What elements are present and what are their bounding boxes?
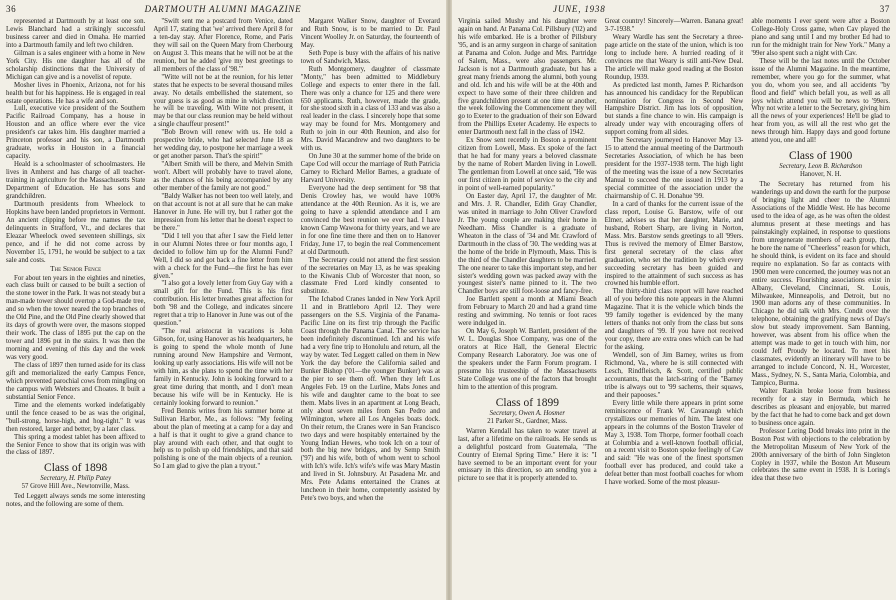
right-page (452, 0, 896, 600)
left-page-columns (6, 18, 440, 598)
paragraph: On Easter day, April 17, the daughter of Mr. and Mrs. J. R. Chandler, Edith Gray Chandler, was united in marriage to John Oliver Crawford Jr. The young couple are making their home in Needham. Miss Chandler is a graduate of Wheaton in the class of '34 and Mr. Crawford of Dartmouth in the class of '30. The wedding was at the home of the bride in Plymouth, Mass. This is the third of the Chandler daughters to be married. The one nearer to take this important step, and her sister's wedding gown was packed away with the youngest sister's name pinned to it. The two Chandler boys are still foot-loose and fancy-free. (458, 192, 597, 296)
right-page-columns (458, 18, 890, 598)
paragraph: The Secretary has returned from his wanderings up and down the earth for the purpose of bringing light and cheer to the Alumni Associations of the Middle West. He has become used to the idea of age, as he was often the oldest alumnus present at these meetings and has painstakingly explained, in response to questions from unregenerate members of each group, that he bore the name of "Cheerless" reason for which, he should think, is evident on its face and should require no explanation. So far as contacts with 1900 men were concerned, the journey was not an entire success. Flourishing associations exist in Albany, Cleveland, Cincinnati, St. Louis, Milwaukee, Minneapolis, and Detroit, but no 1900 man adorns any of these communities. In Chicago he did talk with Mrs. Condit over the telephone, obtaining the gratifying news of Day's slow but steady improvement. Sam Banning, however, was absent from his office when the attempt was made to get in touch with him, nor could Jeff Proudy be located. To meet his classmates, evidently an itinerary will have to be arranged to include Concord, N. H., Worcester, Mass., Sydney, N. S., Santa Maria, Colombia, and Tampico, Burma. (751, 181, 891, 387)
class-heading: Class of 1898 (44, 462, 108, 475)
paragraph: Every little while there appears in print some reminiscence of Frank W. Cavanaugh which crystallizes our memories of him. The latest one appears in the columns of the Boston Traveler of May 3, 1938. Tom Thorpe, former football coach at Columbia and a well-known football official, on a recent visit to Boston spoke feelingly of Cav and said: "He was one of the finest sportsmen football ever has produced, and could take a defeat better than most football coaches for whom I have worked. Some of the most pleasur- (604, 399, 744, 487)
paragraph: Virginia sailed Mushy and his daughter were again on hand. At Panama Col. Pillsbury ('02) and his wife embarked. He is a brother of Pillsbury '95, and is an army surgeon in charge of sanitation at Panama and Colon. Judge and Mrs. Partridge of Salem, Mass., were also passengers. Mr. Jackson is not a Dartmouth graduate, but has a great many friends among the alumni, both young and old. Ich and his wife will be at the 40th and expect to have some of their three children and five grandchildren present at one time or another, the week following the Commencement they will go to Exeter to the graduation of their son Edward from the Phillips Exeter Academy. He expects to enter Dartmouth next fall in the class of 1942. (458, 18, 597, 137)
paragraph: The class of 1897 then turned aside for its class gift and memorialized the early Campus Fence, which prevented parochial cows from mingling on the campus with Websters and Choates. It built a substantial Senior Fence. (6, 361, 146, 401)
page-number: 36 (6, 4, 17, 14)
paragraph: "Swift sent me a postcard from Venice, dated April 17, stating that 'we' arrived there April 8 for a ten-day stay. After Florence, Rome, and Paris they will sail on the Queen Mary from Cherbourg on August 3. This means that he will not be at the reunion, but he added 'give my best greetings to all members of the class of '98.'" (153, 18, 293, 73)
paragraph: Joe Bartlett spent a month at Miami Beach from February to March 20 and had a grand time resting and swimming. No tennis or foot races were indulged in. (458, 296, 597, 328)
paragraph: "Baldy Walker has not been too well lately, and on that account is not at all sure that he can make Hanover in June. He will try, but I rather got the impression from his letter that he doesn't expect to be there." (153, 192, 293, 232)
paragraph: The Ichabod Cranes landed in New York April 11 and in Brattleboro April 12. They were passengers on the S.S. Virginia of the Panama-Pacific Line on its first trip through the Pacific Coast through the Panama Canal. The service has been indefinitely discontinued. Ich and his wife had a very fine trip to Honolulu and return, all the way by water. Ted Leggett called on them in New York the day before the California sailed and Bunker Bishop ('01—the younger Bunker) was at the pier to see them off. When they left Los Angeles Feb. 19 on the Lurline, Mabs Jones and his wife and daughter came to the boat to see them. Mabs lives in an apartment at Long Beach, only about seven miles from San Pedro and Wilmington, where all Los Angeles boats dock. On their return, the Cranes were in San Francisco two days and were hospitably entertained by the Young Indian Hewes, who took Ich on a tour of both the big new bridges, and by Semp Smith ('97) and his wife, both of whom went to school with Ich's wife. Ich's wife's wife was Mary Mastin and lived in St. Johnsbury. At Pasadena Mr. and Mrs. Pete Adams entertained the Cranes at luncheon in their home, competently assisted by Pete's two boys, and when the (300, 296, 440, 503)
paragraph: Heald is a schoolmaster of schoolmasters. He lives in Amherst and has charge of all teacher-training in agriculture for the Massachusetts State Department of Education. He has sons and grandchildren. (6, 161, 146, 200)
paragraph: In a card of thanks for the current issue of the class report, Louise G. Barstow, wife of our Elmer, advises us that her daughter, Marie, and husband, Robert Sharp, are living in Norton, Mass. Mrs. Barstow sends greetings to all '99ers. Thus is revived the memory of Elmer Barstow, first general secretary of the class after graduation, who set the tradition by which every succeeding secretary has been guided and inspired to the attainment of such success as has crowned his humble effort. (604, 200, 744, 288)
secretary-line: Secretary, Leon B. Richardson (779, 163, 863, 171)
paragraph: Ruth Montgomery, daughter of classmate "Monty," has been admitted to Middlebury College and expects to enter there in the fall. There was only a chance for 125 and there were 650 applicants. Ruth, however, made the grade, for she stood sixth in a class of 133 and was also a real leader in the class. I sincerely hope that some way may be found for Mrs. Montgomery and Ruth to join in our 40th Reunion, and also for Mrs. David Macandrew and two daughters to be with us. (300, 65, 440, 153)
paragraph: The Secretary journeyed to Hanover May 13-15 to attend the annual meeting of the Dartmouth Secretaries Association, of which he has been president for the 1937-1938 term. The high light of the meeting was the issue of a new Secretaries Manual to succeed the one issued in 1913 by a special committee of the association under the chairmanship of C. H. Donahue '99. (604, 137, 744, 200)
text-column (6, 18, 145, 598)
paragraph: "Bob Brown will renew with us. He told a prospective bride, who had selected June 18 as her wedding day, to postpone her marriage a week or get another parson. That's the spirit!" (153, 129, 293, 161)
paragraph: These will be the last notes until the October issue of the Alumni Magazine. In the meantime, remember, where you go for the summer, what you do, whom you see, and all accidents "by flood and field" which befall you, as well as all joys which attend you will be news to '99ers. Why not write a letter to the Secretary, giving him all the news of your experiences! He'll be glad to hear from you, as will all the rest who get the news through him. Happy days and good fortune attend you, one and all! (751, 57, 891, 145)
paragraph: "I also got a lovely letter from Guy Gay with a small gift for the Fund. This is his first contribution. His letter breathes great affection for both '98 and the College, and indicates sincere regret that a trip to Hanover in June was out of the question." (153, 280, 293, 328)
paragraph: "Witte will not be at the reunion, for his letter states that he expects to be several thousand miles away. No details embellished the statement, so your guess is as good as mine in which direction he will be traveling. With Witte not present, it may be that our class reunion may be held without a single chauffeur present!" (153, 73, 293, 129)
paragraph: Ted Leggett always sends me some interesting notes, and the following are some of them. (6, 493, 146, 509)
paragraph: Everyone had the deep sentiment for '98 that Denis Crowley has, we would have 100% attendance at the 40th Reunion. As it is, we are going to have a splendid attendance and I am convinced the best reunion we ever had. I have known Camp Wawona for thirty years, and we are in for one fine time there and then on to Hanover Friday, June 17, to begin the real Commencement at old Dartmouth. (300, 185, 440, 256)
secretary-line: Secretary, Owen A. Hosmer (489, 409, 565, 417)
address-line: Hanover, N. H. (799, 171, 842, 179)
paragraph: For about ten years in the eighties and nineties, each class built or caused to be built a section of the stone tower in the Park. It was not steady but a man-made tower should overtop a God-made tree, and so when the tower neared the top branches of the Old Pine, and the Old Pine clearly showed that its days of growth were over, the masons stopped their work. The class of 1895 put the cap on the tower and 1896 put in the stairs. It was then the morning and evening of this day and the week was very good. (6, 274, 146, 362)
left-page-header (6, 4, 440, 16)
right-page-header (458, 4, 890, 16)
paragraph: The thirty-third class report will have reached all of you before this note appears in the Alumni Magazine. That it is the vehicle which binds the '99 family together is evidenced by the many letters of thanks not only from the class but sons and daughters of '99. If you have not received your copy, there are extra ones which can be had for the asking. (604, 288, 744, 352)
running-title: JUNE, 1938 (553, 4, 606, 14)
paragraph: "The real aristocrat in vacations is John Gibson, for, using Hanover as his headquarters, he is going to spend the whole month of June running around New Hampshire and Vermont, looking up early associations. His wife will not be with him, as she plans to spend the time with her family in Kentucky. John is looking forward to a great time during that month, and I don't mean because his wife will be in Kentucky. He is certainly looking forward to reunion." (153, 328, 293, 407)
paragraph: Weary Wardle has sent the Secretary a three-page article on the state of the union, which is too long to include here. A hurried reading of it convinces me that Weary is still anti-New Deal. The article will make good reading at the Boston Roundup, 1939. (604, 33, 744, 81)
paragraph: Fred Bennis writes from his summer home at Sullivan Harbor, Me., as follows: "My feeling about the plan of meeting at a camp for a day and a half is that it ought to give a grand chance to play around with each other, and that ought to help us to polish up old friendships, and that said polishing is one of the main objects of a reunion. So I am glad to give the plan a tryout." (153, 407, 293, 471)
text-column (301, 18, 440, 598)
paragraph: Wendell, son of Jim Barney, writes us from Richmond, Va., where he is still connected with Lesch, Rindfleisch, & Scott, certified public accountants, that the latch-string of the "Barney tribe is always out to '99 sachems, their squaws, and their papooses." (604, 352, 744, 399)
class-heading: Class of 1900 (789, 150, 853, 163)
paragraph: This spring a modest tablet has been affixed to the Senior Fence to show that its origin was with the class of 1897. (6, 433, 146, 457)
paragraph: represented at Dartmouth by at least one son. Lewis Blanchard had a strikingly successful business career and died in Omaha. He married into a Dartmouth family and left two children. (6, 18, 146, 49)
paragraph: Seth Pope is busy with the affairs of his native town of Sandwich, Mass. (300, 49, 440, 65)
paragraph: Walter Rankin broke loose from business recently for a stay in Bermuda, which he describes as pleasant and enjoyable, but marred by the fact that he had to come back and get down to business once again. (751, 387, 891, 427)
text-column (153, 18, 292, 598)
text-column (458, 18, 597, 598)
text-column (751, 18, 890, 598)
text-column (605, 18, 744, 598)
paragraph: Lull, executive vice president of the Southern Pacific Railroad Company, has a house in Houston and an office where ever the vice president's car takes him. His daughter married a Princeton professor and his son, a Dartmouth graduate, works in Houston in a financial capacity. (6, 105, 146, 161)
paragraph: able moments I ever spent were after a Boston College-Holy Cross game, when Cav played the piano and sang until I and my brother Ed had to run for the midnight train for New York." Many a '99er also spent such a night with Cav. (751, 18, 891, 57)
page-number: 37 (879, 4, 890, 14)
paragraph: Professor Loring Dodd breaks into print in the Boston Post with objections to the celebration by the Metropolitan Museum of New York of the 200th anniversary of the birth of John Singleton Copley in 1937, while the Boston Art Museum celebrates the same event in 1938. It is Loring's idea that these two (751, 427, 891, 483)
paragraph: Time and the elements worked indefatigably until the fence ceased to be as was the original, "bull-strong, horse-high, and hog-tight." It was then restored, larger and better, by a later class. (6, 401, 146, 433)
paragraph: As predicted last month, James P. Richardson has announced his candidacy for the Republican nomination for Congress in Second New Hampshire District. Jim has lots of opposition, but stands a fine chance to win. His campaign is already under way with encouraging offers of support coming from all sides. (604, 81, 744, 137)
class-heading: Class of 1899 (495, 396, 559, 409)
paragraph: "Albert Smith will be there, and Melvin Smith won't. Albert will probably have to travel alone, as the chances of his being accompanied by any other member of the family are not good." (153, 161, 293, 193)
paragraph: Margaret Walker Snow, daughter of Everard and Ruth Snow, is to be married to Dr. Paul Vincent Woolley Jr. on Saturday, the fourteenth of May. (300, 18, 440, 49)
paragraph: Dartmouth presidents from Wheelock to Hopkins have been landed proprietors in Vermont. An ancient clipping before me names the tax delinquents in Strafford, Vt., and declares that Eleazar Wheelock owed seventeen shillings, six pence, and if he did not come across by November 15, 1791, he would be subject to a tax sale and costs. (6, 200, 146, 264)
paragraph: Warren Kendall has taken to water travel at last, after a lifetime on the railroads. He sends us a delightful postcard from Guatemala, "The Country of Eternal Spring Time." Here it is: "I have seemed to be an important event for your emissary in this direction, so am sending you a picture to see that it is properly attended to. (458, 427, 597, 483)
secretary-line: Secretary, H. Philip Patey (40, 475, 112, 483)
paragraph: "Did I tell you that after I saw the Field letter in our Alumni Notes three or four months ago, I decided to follow him up for the Alumni Fund? Well, I did so and got back a fine letter from him with a check for the Fund—the first he has ever given." (153, 232, 293, 280)
paragraph: Ex Snow sent recently in Boston a prominent citizen from Lowell, Mass. Ex spoke of the fact that he had for many years a beloved classmate by the name of Robert Marden living in Lowell. The gentleman from Lowell at once said, "He was our first citizen in point of service to the city and in point of well-earned popularity." (458, 137, 597, 193)
address-line: 57 Grove Hill Ave., Newtonville, Mass. (21, 483, 130, 491)
paragraph: Gilman is a sales engineer with a home in New York City. His one daughter has all of the scholarship distinctions that the University of Michigan can give and is a novelist of repute. (6, 49, 146, 81)
paragraph: On May 6, Joseph W. Bartlett, president of the W. L. Douglas Shoe Company, was one of the orators at Rice Hall, the General Electric Company Research Laboratory. Joe was one of the speakers under the Farm Forum program. I presume his trusteeship of the Massachusetts State College was one of the factors that brought him to the attention of this program. (458, 328, 597, 391)
paragraph: On June 30 at the summer home of the bride on Cape Cod will occur the marriage of Ruth Patricia Carney to Richard Mellor Barnes, a graduate of Harvard University. (300, 153, 440, 185)
section-heading: The Senior Fence (50, 264, 102, 273)
paragraph: Mosher lives in Phoenix, Arizona, not for his health but for his happiness. He is engaged in real estate operations. He has a wife and son. (6, 81, 146, 105)
paragraph: The Secretary could not attend the first session of the secretaries on May 13, as he was speaking to the Kiwanis Club of Worcester that noon, so classmate Fred Lord kindly consented to substitute. (300, 256, 440, 296)
running-title: DARTMOUTH ALUMNI MAGAZINE (144, 4, 302, 14)
left-page (0, 0, 446, 600)
paragraph: Great country! Sincerely—Warren. Banana great! 3-7-1938." (604, 18, 744, 33)
address-line: 21 Parker St., Gardner, Mass. (487, 417, 568, 425)
